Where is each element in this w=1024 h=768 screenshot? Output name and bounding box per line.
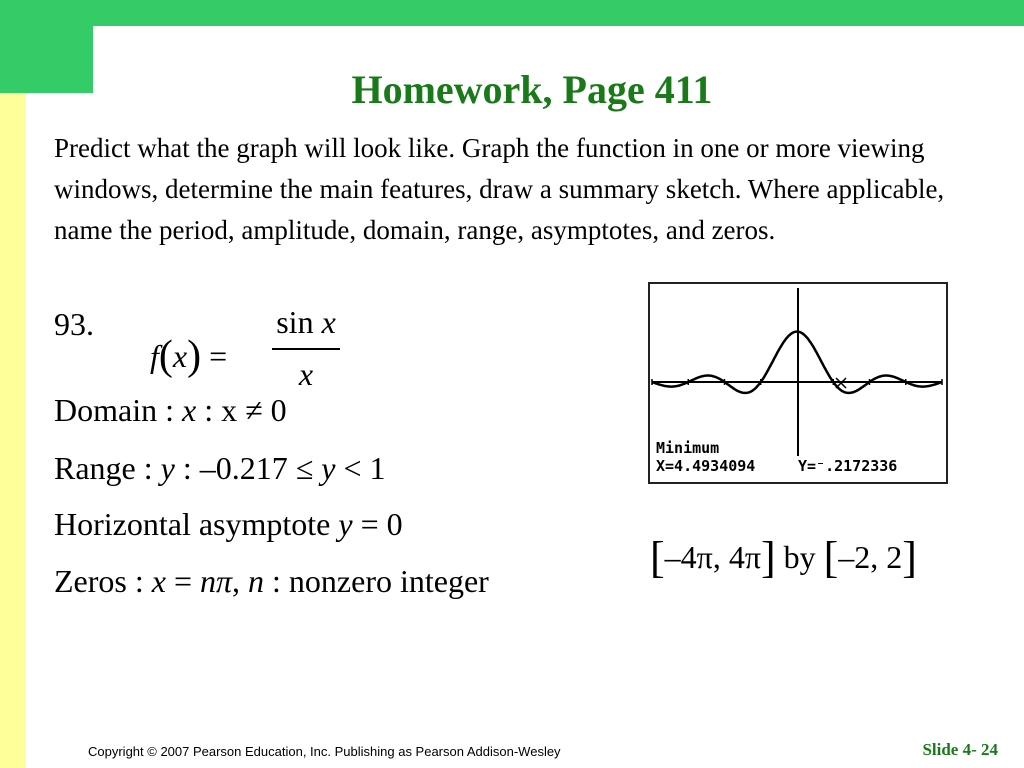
function-name: f	[150, 338, 159, 374]
domain-line: Domain : x : x ≠ 0	[54, 392, 287, 428]
window-ymin: –2	[838, 539, 871, 575]
fraction-denominator: x	[298, 356, 314, 392]
calc-x-readout: X=4.4934094	[656, 457, 756, 475]
fraction-numerator	[272, 304, 340, 341]
calc-y-readout: Y=⁻.2172336	[798, 457, 898, 475]
range-label: Range	[54, 450, 136, 486]
range-min: –0.217	[199, 450, 288, 486]
zeros-value: nπ	[200, 563, 233, 599]
domain-label: Domain	[54, 392, 158, 428]
viewing-window: [–4π, 4π] by [–2, 2]	[650, 533, 917, 582]
function-variable: x	[172, 338, 188, 374]
calculator-screen	[648, 282, 948, 484]
instructions-text: Predict what the graph will look like. Graph the function in one or more viewing windows, determine the main features, draw a summary sketch. Where applicable, name the period, amplitude, domain, range, asymptotes, and zeros.	[54, 133, 945, 245]
function-lhs: f(x) =	[150, 333, 228, 379]
function-definition	[150, 300, 350, 392]
window-ymax: 2	[886, 539, 903, 575]
asymptote-value: 0	[386, 506, 403, 542]
slide-number: Slide 4- 24	[922, 740, 998, 759]
window-by: by	[783, 539, 816, 575]
fraction-bar	[272, 348, 340, 350]
top-decor-band	[0, 0, 1024, 26]
window-xmin: –4π	[664, 539, 713, 575]
left-decor-band	[0, 0, 26, 768]
zeros-label: Zeros	[54, 563, 127, 599]
problem-number: 93.	[54, 306, 94, 342]
slide-title: Homework, Page 411	[351, 67, 713, 112]
range-max: 1	[369, 450, 386, 486]
window-xmax: 4π	[728, 539, 761, 575]
asymptote-line: Horizontal asymptote y = 0	[54, 506, 403, 542]
numerator-variable: x	[321, 304, 336, 340]
domain-condition: x ≠ 0	[221, 392, 287, 428]
range-line: Range : y : –0.217 ≤ y < 1	[54, 450, 386, 486]
copyright-footer: Copyright © 2007 Pearson Education, Inc. Publishing as Pearson Addison-Wesley	[88, 744, 561, 759]
sin-text: sin	[276, 304, 314, 340]
zeros-line: Zeros : x = nπ, n : nonzero integer	[54, 563, 489, 599]
asymptote-label: Horizontal asymptote	[54, 506, 331, 542]
calc-minimum-label: Minimum	[656, 439, 720, 457]
zeros-condition: nonzero integer	[288, 563, 489, 599]
